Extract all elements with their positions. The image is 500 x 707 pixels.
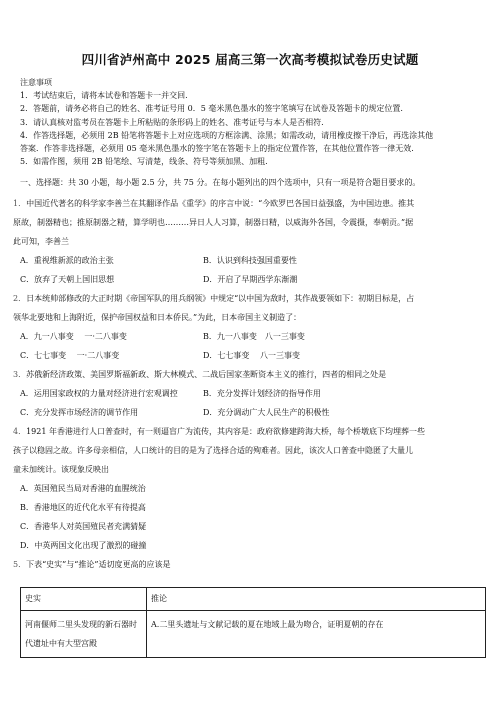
table-cell: A.二里头遗址与文献记载的夏在地域上最为吻合，证明夏朝的存在 <box>147 611 486 658</box>
question-number: 4． <box>13 427 27 436</box>
option-b[interactable]: B．认识到科技强国重要性 <box>203 256 297 265</box>
question-number: 1． <box>13 199 27 208</box>
question-text: 4．1921 年香港进行人口普查时，有一则逼盲广为流传，其内容是：政府欲修建跨海大桥，每个桥墩底下均埋葬一些 <box>13 427 425 436</box>
notice-item: 4．作答选择题，必须用 2B 铅笔将答题卡上对应选项的方框涂满、涂黑；如需改动，请用橡皮擦干净后，再选涂其他 <box>20 130 434 140</box>
options-row <box>13 251 487 270</box>
notice-item: 答案．作答非选择题，必须用 05 毫米黑色墨水的签字笔在答题卡上的指定位置作答，在其他位置作答一律无效. <box>20 144 414 154</box>
question-text: 2．日本统帅部修改的大正时期《帝国军队的用兵纲领》中规定“以中国为敌时，其作战要领如下：初期目标是，占 <box>13 294 415 303</box>
option-d[interactable]: D．中英两国文化出现了激烈的碰撞 <box>20 541 147 550</box>
option-d[interactable]: D．充分调动广大人民生产的积极性 <box>203 408 330 417</box>
question-text: 1．中国近代著名的科学家李善兰在其翻译作品《重学》的序言中说：“今欧罗巴各国日益强盛，为中国边患。推其 <box>13 199 415 208</box>
option-a[interactable]: A．九一八事变 一·二八事变 <box>20 332 127 341</box>
question-text: 3．苏俄新经济政策、美国罗斯福新政、斯大林模式、二战后国家垄断资本主义的推行，四者的相同之处是 <box>13 370 387 379</box>
table-row <box>21 611 486 658</box>
question-1 <box>13 194 487 289</box>
fact-inference-table <box>20 587 486 658</box>
question-text: 原故，制器精也；推原制器之精，算学明也………异日人人习算，制器日精，以威海外各国，令震摄，奉朝贡。”据 <box>13 218 414 227</box>
question-text: 此可知，李善兰 <box>13 237 69 246</box>
options-row <box>13 270 487 289</box>
question-4 <box>13 422 487 555</box>
options-row <box>13 403 487 422</box>
table-header: 史实 <box>21 588 147 611</box>
option-d[interactable]: D．七七事变 八一三事变 <box>203 351 300 360</box>
option-c[interactable]: C．放弃了天朝上国旧思想 <box>20 275 115 284</box>
page-title: 四川省泸州高中 2025 届高三第一次高考模拟试卷历史试题 <box>81 52 419 67</box>
question-number: 3． <box>13 370 27 379</box>
option-a[interactable]: A．运用国家政权的力量对经济进行宏观调控 <box>20 389 178 398</box>
question-2 <box>13 289 487 365</box>
question-5 <box>13 555 487 574</box>
question-number: 5． <box>13 560 27 569</box>
option-c[interactable]: C．七七事变 一·二八事变 <box>20 351 120 360</box>
options-row <box>13 327 487 346</box>
option-c[interactable]: C．香港华人对英国殖民者充满猜疑 <box>20 522 147 531</box>
question-text: 5．下表“史实”与“推论”适切度更高的应该是 <box>13 560 171 569</box>
table-header-row <box>21 588 486 611</box>
question-text: 孩子以稳固之故。许多母亲相信，人口统计的目的是为了选择合适的殉难者。因此，该次人口普查中隐匿了大量儿 <box>13 446 413 455</box>
options-row <box>13 346 487 365</box>
notice-item: 5．如需作图，须用 2B 铅笔绘、写清楚，线条、符号等须加黑、加粗. <box>20 157 268 167</box>
notice-block <box>20 76 485 168</box>
table-cell: 河南偃师二里头发现的新石器时代遗址中有大型宫殿 <box>21 611 147 658</box>
option-a[interactable]: A．重视维新派的政治主张 <box>20 256 114 265</box>
table-header: 推论 <box>147 588 486 611</box>
options-row <box>13 384 487 403</box>
option-d[interactable]: D．开启了早期西学东渐潮 <box>203 275 298 284</box>
question-text: 童未加统计。该现象反映出 <box>13 465 109 474</box>
option-b[interactable]: B．九一八事变 八一三事变 <box>203 332 305 341</box>
notice-item: 1．考试结束后，请将本试卷和答题卡一并交回. <box>20 91 188 101</box>
option-b[interactable]: B．充分发挥计划经济的指导作用 <box>203 389 321 398</box>
notice-item: 3．请认真核对监考员在答题卡上所粘贴的条形码上的姓名、准考证号与本人是否相符. <box>20 117 324 127</box>
section-heading: 一、选择题：共 30 小题，每小题 2.5 分，共 75 分。在每小题列出的四个选项中，只有一项是符合题目要求的。 <box>20 178 421 187</box>
option-b[interactable]: B．香港地区的近代化水平有待提高 <box>20 503 146 512</box>
question-3 <box>13 365 487 422</box>
notice-item: 2．答题前，请务必将自己的姓名、准考证号用 0．5 毫米黑色墨水的签字笔填写在试卷及答题卡的规定位置. <box>20 104 403 114</box>
question-number: 2． <box>13 294 27 303</box>
questions-area <box>13 176 487 574</box>
notice-heading: 注意事项 <box>20 78 52 87</box>
question-text: 领华北要地和上海附近，保护帝国权益和日本侨民。”为此，日本帝国主义制造了： <box>13 313 302 322</box>
option-c[interactable]: C．充分发挥市场经济的调节作用 <box>20 408 139 417</box>
option-a[interactable]: A．英国殖民当局对香港的血腥统治 <box>20 484 146 493</box>
